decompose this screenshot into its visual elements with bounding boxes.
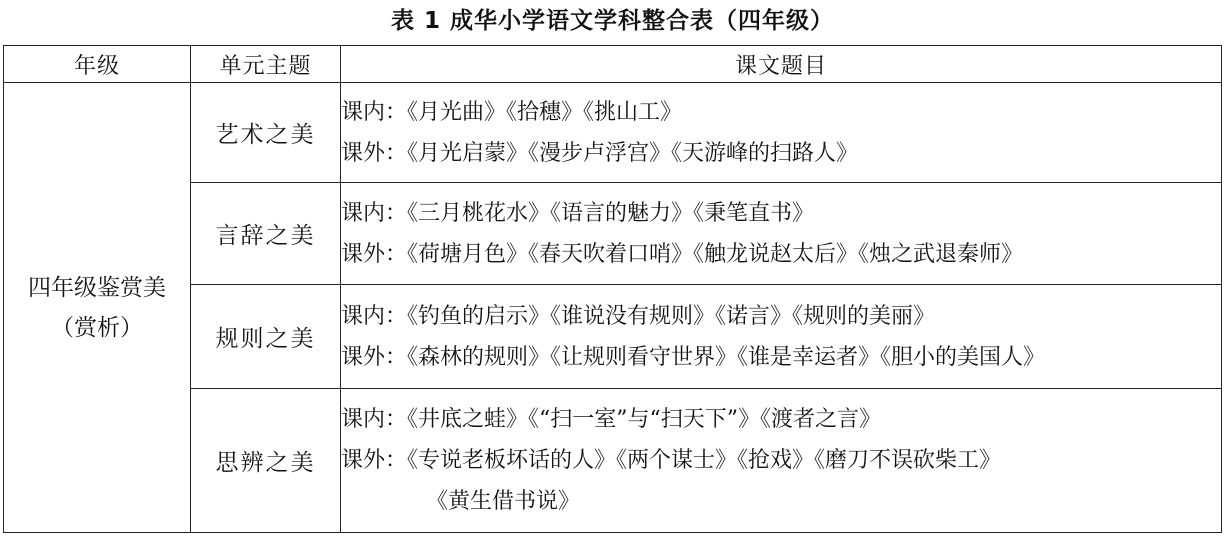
table-header-row bbox=[4, 46, 1222, 83]
header-theme: 单元主题 bbox=[191, 46, 341, 83]
grade-label: 四年级鉴赏美 bbox=[28, 274, 166, 301]
outer-lessons: 课外：《月光启蒙》《漫步卢浮宫》《天游峰的扫路人》 bbox=[341, 140, 859, 166]
grade-sublabel: （赏析） bbox=[51, 314, 143, 341]
outer-lessons: 课外：《荷塘月色》《春天吹着口哨》《触龙说赵太后》《烛之武退秦师》 bbox=[341, 241, 1024, 267]
lessons-cell bbox=[341, 389, 1222, 533]
theme-cell: 言辞之美 bbox=[191, 183, 341, 284]
table-title: 表 1 成华小学语文学科整合表（四年级） bbox=[390, 8, 835, 34]
outer-lessons-continued: 《黄生借书说》 bbox=[426, 489, 581, 515]
lessons-cell bbox=[341, 284, 1222, 388]
theme-cell: 规则之美 bbox=[191, 284, 341, 388]
table-row bbox=[4, 83, 1222, 183]
inner-lessons: 课内：《月光曲》《拾穗》《挑山工》 bbox=[341, 99, 683, 125]
grade-cell bbox=[4, 83, 191, 533]
header-lessons: 课文题目 bbox=[341, 46, 1222, 83]
lessons-cell bbox=[341, 183, 1222, 284]
header-grade: 年级 bbox=[4, 46, 191, 83]
inner-lessons: 课内：《三月桃花水》《语言的魅力》《秉笔直书》 bbox=[341, 200, 815, 226]
theme-cell: 思辨之美 bbox=[191, 389, 341, 533]
theme-cell: 艺术之美 bbox=[191, 83, 341, 183]
lessons-cell bbox=[341, 83, 1222, 183]
outer-lessons: 课外：《专说老板坏话的人》《两个谋士》《抢戏》《磨刀不误砍柴工》 bbox=[341, 448, 1002, 474]
inner-lessons: 课内：《井底之蛙》《“扫一室”与“扫天下”》《渡者之言》 bbox=[341, 407, 881, 433]
curriculum-table bbox=[3, 45, 1222, 533]
inner-lessons: 课内：《钓鱼的启示》《谁说没有规则》《诺言》《规则的美丽》 bbox=[341, 303, 936, 329]
outer-lessons: 课外：《森林的规则》《让规则看守世界》《谁是幸运者》《胆小的美国人》 bbox=[341, 344, 1046, 370]
